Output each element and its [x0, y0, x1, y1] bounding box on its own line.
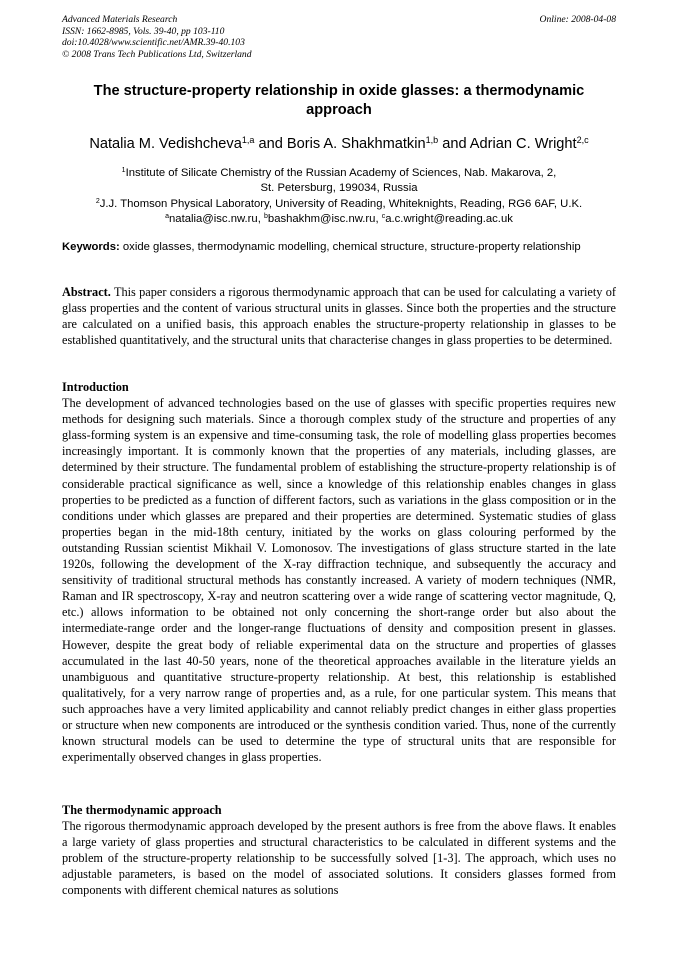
- author-list: [62, 134, 616, 154]
- affiliations: [62, 166, 616, 228]
- thermodynamic-paragraph: The rigorous thermodynamic approach developed by the present authors is free from the above flaws. It enables a large variety of glass properties and structural characteristics to be calculated in different systems and the problem of the structure-property relationship to be successfully solved [1-3]. The approach, which uses no adjustable parameters, is based on the model of associated solutions. It considers glasses formed from components with different chemical natures as solutions: [62, 819, 616, 898]
- email-c-mark: c: [381, 213, 386, 221]
- affiliation-1-text: Institute of Silicate Chemistry of the Russian Academy of Sciences, Nab. Makarova, 2,: [125, 167, 557, 179]
- doi-line: doi:10.4028/www.scientific.net/AMR.39-40.103: [62, 37, 245, 49]
- abstract-text: This paper considers a rigorous thermodynamic approach that can be used for calculating a variety of glass properties and the content of various structural units in glasses. Since both the properties and the structure are calculated on a unified basis, this approach enables the structure-property relationship in glasses to be established quantitatively, and the structural units that characterise changes in glass properties to be determined.: [62, 285, 616, 348]
- affiliation-2-text: J.J. Thomson Physical Laboratory, University of Reading, Whiteknights, Reading, RG6 6AF, U.K.: [99, 197, 583, 210]
- copyright-line: © 2008 Trans Tech Publications Ltd, Switzerland: [62, 48, 252, 60]
- thermodynamic-section: [62, 802, 616, 899]
- email-line: [62, 212, 616, 227]
- author-2-affiliation: 1,b: [425, 135, 439, 146]
- email-b: bashakhm@isc.nw.ru,: [267, 213, 382, 226]
- keywords: [62, 240, 616, 255]
- affiliation-1-line-1: [62, 166, 616, 181]
- online-date: Online: 2008-04-08: [539, 14, 616, 25]
- introduction-section: [62, 379, 616, 765]
- email-c: a.c.wright@reading.ac.uk: [385, 213, 513, 226]
- affiliation-2-mark: 2: [95, 197, 100, 205]
- email-b-mark: b: [264, 213, 268, 221]
- author-2: and Boris A. Shakhmatkin: [254, 136, 426, 152]
- affiliation-1-line-2: St. Petersburg, 199034, Russia: [260, 182, 418, 195]
- keywords-label: Keywords:: [62, 241, 120, 253]
- thermodynamic-heading: The thermodynamic approach: [62, 803, 222, 817]
- abstract: [62, 284, 616, 348]
- introduction-heading: Introduction: [62, 380, 129, 394]
- paper-title: The structure-property relationship in oxide glasses: a thermodynamic approach: [93, 83, 585, 118]
- introduction-paragraph: The development of advanced technologies based on the use of glasses with specific properties requires new methods for designing such materials. Since a thorough complex study of the structure and properties of any glass-forming system is an expensive and time-consuming task, the role of modelling glass properties becomes increasingly important. It is commonly known that the properties of any materials, including glasses, are determined by their structure. The fundamental problem of establishing the structure-property relationship is of considerable practical significance as well, since a knowledge of this relationship enables changes in glass properties to be predicted as a function of different factors, such as variations in the glass composition or in the conditions under which glasses are prepared and their properties are determined. Systematic studies of glass properties began in the mid-18th century, initiated by the works on glass colouring performed by the outstanding Russian scientist Mikhail V. Lomonosov. The investigations of glass structure started in the late 1920s, following the development of the X-ray diffraction technique, and subsequently the accuracy and sensitivity of traditional structural methods has constantly increased. A variety of modern techniques (NMR, Raman and IR spectroscopy, X-ray and neutron scattering over a wide range of scattering vector magnitude, Q, etc.) allows information to be obtained not only concerning the short-range order but also about the intermediate-range order and the longer-range fluctuations of density and composition present in glasses. However, despite the great body of reliable experimental data on the structure and properties of glasses accumulated in the last 40-50 years, none of the theoretical approaches available in the literature yields an unambiguous and quantitative structure-property relationship. At best, this relationship is established qualitatively, for a very narrow range of properties and, as a rule, for one particular system. This means that such approaches have a very limited applicability and cannot reliably predict changes in either glass properties or structure when new components are introduced or the synthesis condition varied. Thus, none of the currently known structural models can be used to determine the type of structural units that are responsible for experimentally observed changes in glass properties.: [62, 396, 616, 765]
- keywords-text: oxide glasses, thermodynamic modelling, chemical structure, structure-property relationship: [119, 241, 581, 253]
- author-3-affiliation: 2,c: [576, 135, 589, 146]
- issn-line: ISSN: 1662-8985, Vols. 39-40, pp 103-110: [62, 25, 225, 37]
- affiliation-2: [62, 197, 616, 212]
- journal-header: [62, 14, 616, 60]
- journal-name: Advanced Materials Research: [62, 14, 178, 25]
- author-1: Natalia M. Vedishcheva: [89, 136, 242, 152]
- affiliation-1-mark: 1: [121, 167, 126, 175]
- author-3: and Adrian C. Wright: [438, 136, 577, 152]
- email-a-mark: a: [165, 213, 170, 221]
- author-1-affiliation: 1,a: [241, 135, 255, 146]
- email-a: natalia@isc.nw.ru,: [169, 213, 264, 226]
- abstract-label: Abstract.: [62, 285, 111, 299]
